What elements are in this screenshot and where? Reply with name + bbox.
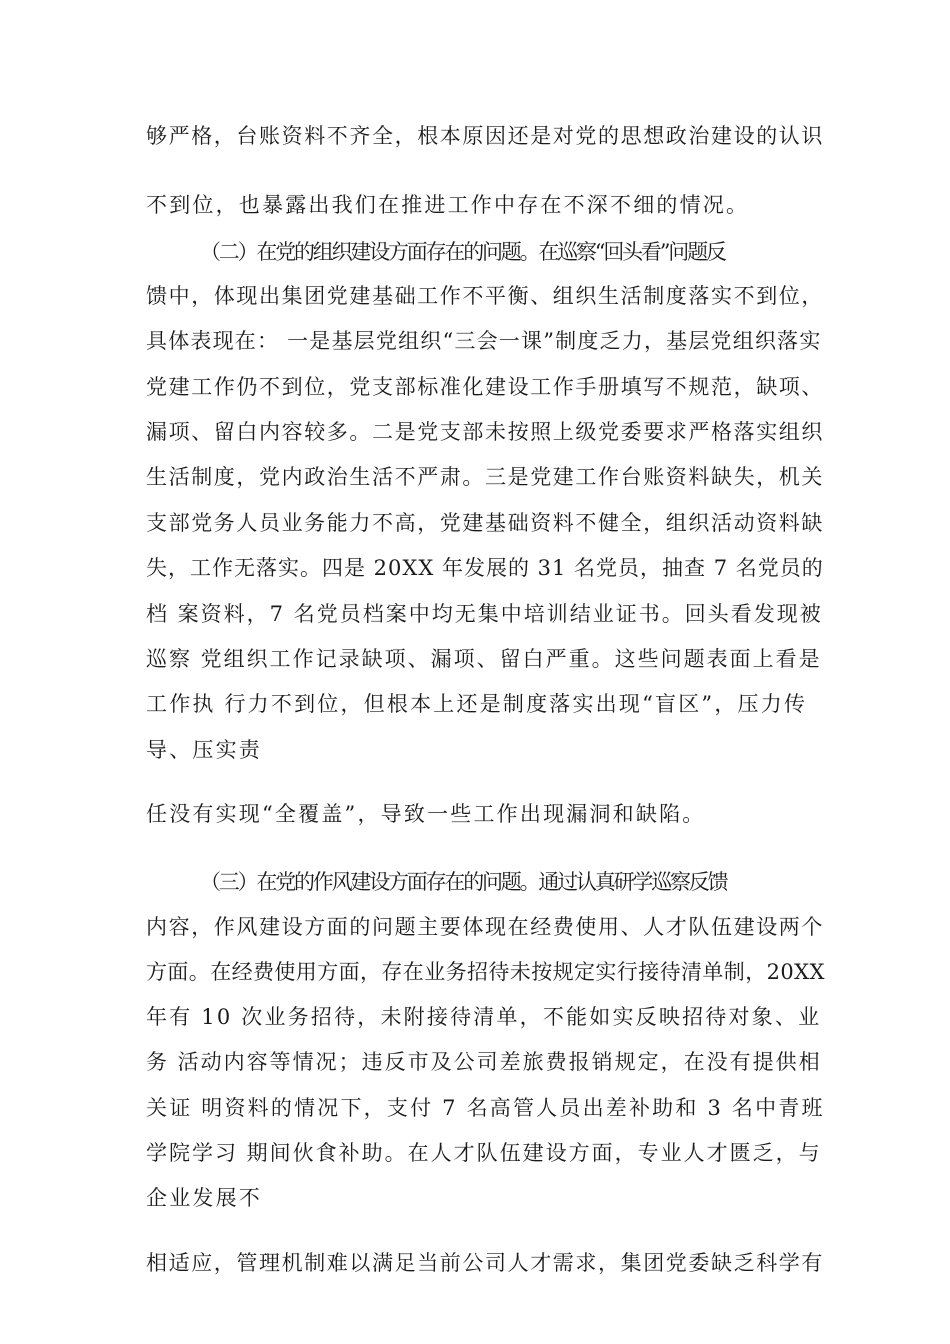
text-line: 关证 明资料的情况下，支付 7 名高管人员出差补助和 3 名中青班: [146, 1096, 825, 1120]
text-line: 导、压实责: [146, 738, 262, 762]
text-line: 党建工作仍不到位，党支部标准化建设工作手册填写不规范，缺项、: [146, 375, 824, 399]
text-line: 内容，作风建设方面的问题主要体现在经费使用、人才队伍建设两个: [146, 915, 824, 939]
section-heading-line: （三）在党的作风建设方面存在的问题。通过认真研学巡察反馈: [200, 870, 727, 894]
text-line: 巡察 党组织工作记录缺项、漏项、留白严重。这些问题表面上看是: [146, 647, 822, 671]
text-line: 生活制度，党内政治生活不严肃。三是党建工作台账资料缺失，机关: [146, 465, 824, 489]
text-line: 不到位，也暴露出我们在推进工作中存在不深不细的情况。: [146, 193, 750, 217]
text-line: 年有 10 次业务招待，未附接待清单，不能如实反映招待对象、业: [146, 1005, 822, 1029]
text-line: 务 活动内容等情况；违反市及公司差旅费报销规定，在没有提供相: [146, 1050, 822, 1074]
text-line: 支部党务人员业务能力不高，党建基础资料不健全，组织活动资料缺: [146, 511, 824, 535]
text-line: 档 案资料，7 名党员档案中均无集中培训结业证书。回头看发现被: [146, 602, 823, 626]
text-line: 具体表现在： 一是基层党组织“三会一课”制度乏力，基层党组织落实: [146, 329, 822, 353]
text-line: 漏项、留白内容较多。二是党支部未按照上级党委要求严格落实组织: [146, 420, 824, 444]
text-line: 工作执 行力不到位，但根本上还是制度落实出现“盲区”，压力传: [146, 692, 808, 716]
text-line: 方面。在经费使用方面，存在业务招待未按规定实行接待清单制，20XX: [146, 960, 825, 984]
text-line: 企业发展不: [146, 1186, 262, 1210]
text-line: 相适应，管理机制难以满足当前公司人才需求，集团党委缺乏科学有: [146, 1251, 824, 1275]
text-line: 馈中，体现出集团党建基础工作不平衡、组织生活制度落实不到位，: [146, 284, 824, 308]
text-line: 任没有实现“全覆盖”，导致一些工作出现漏洞和缺陷。: [146, 802, 706, 826]
text-line: 失，工作无落实。四是 20XX 年发展的 31 名党员，抽查 7 名党员的: [146, 556, 824, 580]
section-heading-line: （二）在党的组织建设方面存在的问题。在巡察“回头看”问题反: [200, 240, 725, 264]
text-line: 够严格，台账资料不齐全，根本原因还是对党的思想政治建设的认识: [146, 124, 824, 148]
text-line: 学院学习 期间伙食补助。在人才队伍建设方面，专业人才匮乏，与: [146, 1141, 822, 1165]
